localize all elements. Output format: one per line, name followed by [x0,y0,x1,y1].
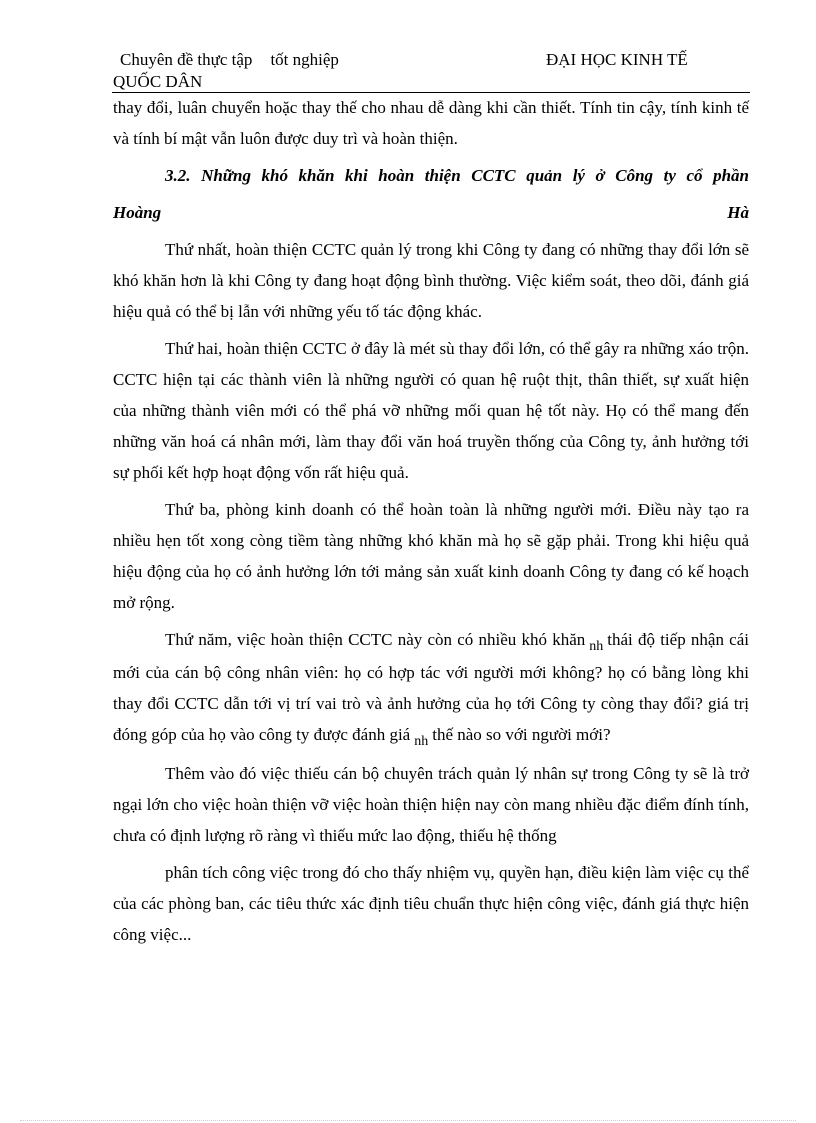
header-left-part2: tốt nghiệp [270,50,339,69]
paragraph-fifth [113,624,749,752]
section-heading-right: Hà [727,203,749,222]
paragraph-fifth-part-a: Thứ năm, việc hoàn thiện CCTC này còn có nhiều khó khăn [165,630,586,649]
page-bottom-border [20,1120,796,1121]
paragraph-fifth-sub1: nh [589,639,604,654]
paragraph-first: Thứ nhất, hoàn thiện CCTC quản lý trong khi Công ty đang có những thay đổi lớn sẽ khó khăn hơn là khi Công ty đang hoạt động bình thường. Việc kiểm soát, theo dõi, đánh giá hiệu quả có thể bị lẫn với những yếu tố tác động khác. [113,240,749,321]
section-heading-line2 [113,197,749,228]
paragraph-fifth-part-c: thế nào so với người mới? [432,725,611,744]
section-heading-left: Hoàng [113,203,162,222]
paragraph-addition: Thêm vào đó việc thiếu cán bộ chuyên trách quản lý nhân sự trong Công ty sẽ là trở ngại lớn cho việc hoàn thiện vỡ việc hoàn thiện hiện nay còn mang nhiều đặc điểm đính tính, chưa có định lượng rõ ràng vì thiếu mức lao động, thiếu hệ thống [113,764,749,845]
paragraph-fifth-part-b: thái độ tiếp nhận cái mới của cán bộ công nhân viên: họ có hợp tác với người mới không? họ có bằng lòng khi thay đổi CCTC dẫn tới vị trí vai trò và ảnh hưởng của họ tới Công ty còng thay đổi? giá trị đóng góp của họ vào công ty được đánh giá [113,630,749,744]
paragraph-third: Thứ ba, phòng kinh doanh có thể hoàn toàn là những người mới. Điều này tạo ra nhiều hẹn tốt xong còng tiềm tàng những khó khăn mà họ sẽ gặp phải. Trong khi hiệu quả hiệu động của họ có ảnh hưởng lớn tới mảng sản xuất kinh doanh Công ty đang có kế hoạch mở rộng. [113,500,749,612]
header-left-part1: Chuyên đề thực tập [120,50,253,69]
header-right: ĐẠI HỌC KINH TẾ [546,50,688,69]
section-heading: 3.2. Những khó khăn khi hoàn thiện CCTC quản lý ở Công ty cổ phần [165,166,749,185]
paragraph-fifth-sub2: nh [414,734,429,749]
paragraph-continuation: thay đổi, luân chuyển hoặc thay thế cho nhau dễ dàng khi cần thiết. Tính tin cậy, tính kinh tế và tính bí mật vẫn luôn được duy trì và hoàn thiện. [113,98,749,148]
header-left [120,50,339,70]
paragraph-second: Thứ hai, hoàn thiện CCTC ở đây là mét sù thay đổi lớn, có thể gây ra những xáo trộn. CCTC hiện tại các thành viên là những người có quan hệ ruột thịt, thân thiết, sự xuất hiện của những thành viên mới có thể phá vỡ những mối quan hệ tốt này. Họ có thể mang đến những văn hoá cá nhân mới, làm thay đổi văn hoá truyền thống của Công ty, ảnh hưởng tới sự phối kết hợp hoạt động vốn rất hiệu quả. [113,339,749,482]
header-right-continued: QUỐC DÂN [113,72,203,91]
paragraph-analysis: phân tích công việc trong đó cho thấy nhiệm vụ, quyền hạn, điều kiện làm việc cụ thể của các phòng ban, các tiêu thức xác định tiêu chuẩn thực hiện công việc, đánh giá thực hiện công việc... [113,863,749,944]
document-body [113,92,749,956]
